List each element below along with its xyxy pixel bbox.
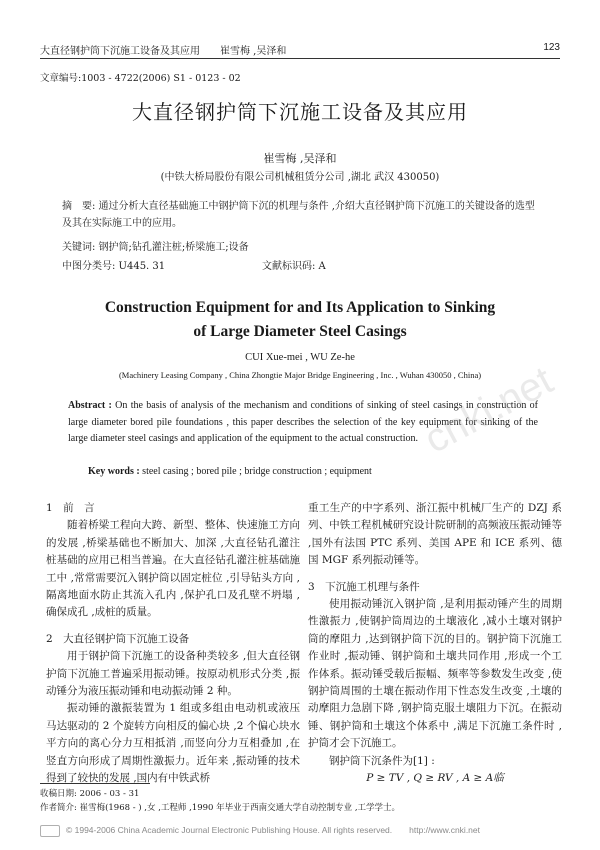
keywords-cn: 关键词: 钢护筒;钻孔灌注桩;桥梁施工;设备 <box>62 242 249 253</box>
footnote-author: 作者简介: 崔雪梅(1968 - ) ,女 ,工程师 ,1990 年毕业于西南交通大学自动控制专业 ,工学学士。 <box>40 803 401 813</box>
abstract-cn: 摘 要: 通过分析大直径基础施工中钢护筒下沉的机理与条件 ,介绍大直径钢护筒下沉施工的关键设备的选型及其在实际施工中的应用。 <box>62 201 535 229</box>
section3-paragraph-1: 使用振动锤沉入钢护筒 ,是利用振动锤产生的周期性激振力 ,使钢护筒周边的土壤液化 ,减小土壤对钢护筒的摩阻力 ,达到钢护筒下沉的目的。钢护筒下沉施工作业时 ,振动锤、钢护筒和土壤共同作用 ,形成一个工作体系。振动锤受载后振幅、频率等参数发生改变 ,使钢护筒周围的土壤在振动作用下性态发生改变 ,土壤的动摩阻力急剧下降 ,钢护筒克服土壤阻力下沉。在振动锤、钢护筒和土壤这个体系中 ,满足下沉施工条件时 ,护筒才会下沉施工。 <box>308 598 562 750</box>
keywords-en <box>88 466 372 477</box>
article-number: 文章编号:1003 - 4722(2006) S1 - 0123 - 02 <box>40 73 241 84</box>
watermark: cnki.net <box>417 358 560 462</box>
left-column <box>46 500 300 788</box>
footnote-received: 收稿日期: 2006 - 03 - 31 <box>40 789 140 799</box>
authors-cn: 崔雪梅 ,吴泽和 <box>263 152 337 165</box>
affiliation-cn: (中铁大桥局股份有限公司机械租赁分公司 ,湖北 武汉 430050) <box>160 172 440 183</box>
section1-heading: 1 前 言 <box>46 502 95 514</box>
formula: P ≥ TV , Q ≥ RV , A ≥ A临 <box>366 772 504 785</box>
copyright-text: © 1994-2006 China Academic Journal Electronic Publishing House. All rights reserved. http://www.cnki.net <box>66 825 480 835</box>
running-header <box>40 40 560 59</box>
authors-en: CUI Xue-mei , WU Ze-he <box>245 352 355 363</box>
class-number: 中图分类号: U445. 31 <box>62 261 166 272</box>
running-title: 大直径钢护筒下沉施工设备及其应用 崔雪梅 ,吴泽和 <box>40 46 287 57</box>
section2-paragraph-2: 振动锤的激振装置为 1 组或多组由电动机或液压马达驱动的 2 个旋转方向相反的偏心块 ,2 个偏心块水平方向的离心分力互相抵消 ,而竖向分力互相叠加 ,在竖直方向形成了周期性激振力。近年来 ,振动锤的技术得到了较快的发展 ,国内有中铁武桥 <box>46 702 300 785</box>
section1-text: 随着桥梁工程向大跨、新型、整体、快速施工方向的发展 ,桥梁基础也不断加大、加深 ,大直径钻孔灌注桩基础的应用已相当普遍。在大直径钻孔灌注桩基础施工中 ,常常需要沉入钢护筒以固定桩位 ,引导钻头方向 ,隔离地面水防止其流入孔内 ,保护孔口及孔壁不坍塌 ,确保成孔 ,成桩的质量。 <box>46 519 300 619</box>
title-cn: 大直径钢护筒下沉施工设备及其应用 <box>132 100 468 124</box>
classification-row <box>62 257 542 272</box>
title-en <box>0 296 600 344</box>
keywords-en-text: steel casing ; bored pile ; bridge construction ; equipment <box>142 466 372 477</box>
abstract-en-label: Abstract : <box>68 400 112 411</box>
title-en-line1: Construction Equipment for and Its Application to Sinking <box>104 299 496 316</box>
right-column <box>308 500 562 788</box>
abstract-en-text: On the basis of analysis of the mechanism and conditions of sinking of steel casings in construction of large diameter bored pile foundations , this paper describes the selection of the key equipment for sinking of the large diameter steel casings and application of the equipment to the actual construction. <box>68 400 539 444</box>
journal-logo-icon <box>40 825 60 837</box>
doc-code: 文献标识码: A <box>262 261 326 272</box>
title-en-line2: of Large Diameter Steel Casings <box>193 323 407 340</box>
section2-paragraph-1: 用于钢护筒下沉施工的设备种类较多 ,但大直径钢护筒下沉施工普遍采用振动锤。按原动机形式分类 ,振动锤分为液压振动锤和电动振动锤 2 种。 <box>46 650 300 698</box>
section2-heading: 2 大直径钢护筒下沉施工设备 <box>46 632 190 645</box>
section3-heading: 3 下沉施工机理与条件 <box>308 580 420 593</box>
footnote-rule <box>40 783 150 784</box>
affiliation-en: (Machinery Leasing Company , China Zhongtie Major Bridge Engineering , Inc. , Wuhan 430050 , China) <box>118 370 482 380</box>
right-paragraph-1: 重工生产的中字系列、浙江振中机械厂生产的 DZJ 系列、中铁工程机械研究设计院研制的高频液压振动锤等 ,国外有法国 PTC 系列、美国 APE 和 ICE 系列、德国 MGF 系列振动锤等。 <box>308 502 562 567</box>
page-number: 123 <box>543 42 560 53</box>
copyright-bar <box>40 824 560 837</box>
section3-paragraph-2: 钢护筒下沉条件为[1] : <box>329 754 435 767</box>
keywords-en-label: Key words : <box>88 466 140 477</box>
